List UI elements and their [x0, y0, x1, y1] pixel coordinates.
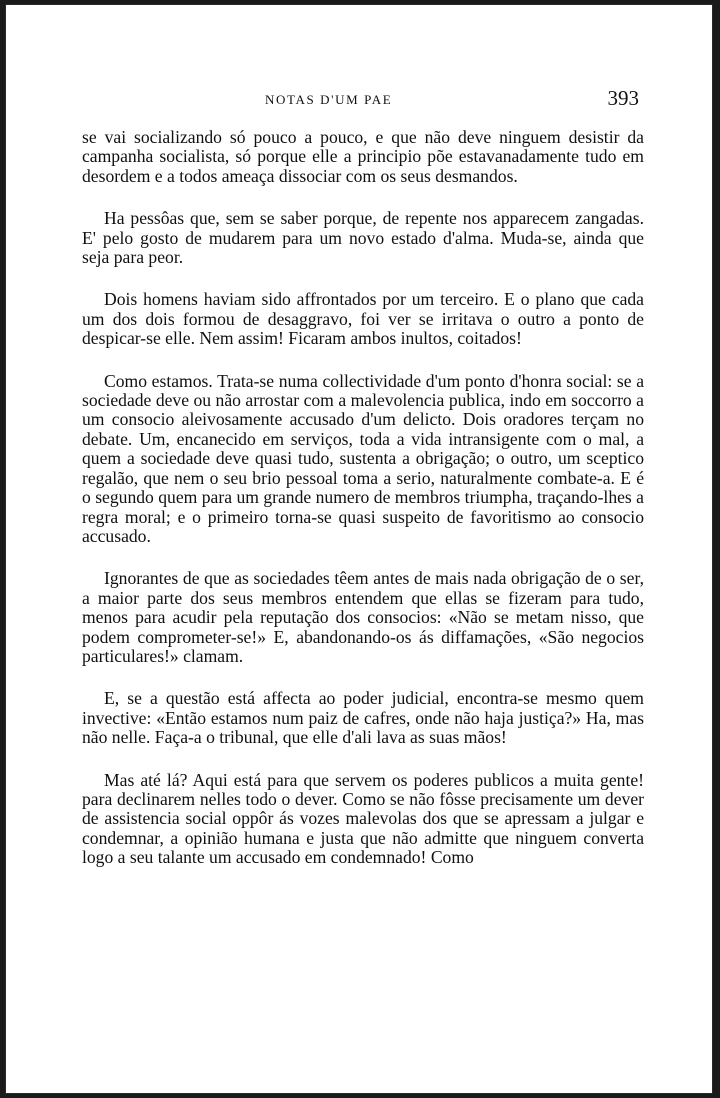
- paragraph-7: Mas até lá? Aqui está para que servem os poderes publicos a muita gente! para declinarem nelles todo o dever. Como se não fôsse precisamente um dever de assistencia social oppôr ás vozes malevolas dos que se apressam a julgar e condemnar, a opinião humana e justa que não admitte que ninguem converta logo a seu talante um accusado em condemnado! Como: [82, 769, 644, 868]
- page-number: 393: [607, 86, 639, 110]
- running-title: NOTAS D'UM PAE: [265, 92, 393, 107]
- book-page: [5, 4, 713, 1094]
- page-body: [82, 128, 644, 868]
- paragraph-5: Ignorantes de que as sociedades têem antes de mais nada obrigação de o ser, a maior parte dos seus membros entendem que ellas se fizeram para tudo, menos para acudir pela reputação dos consocios: «Não se metam nisso, que podem comprometer-se!» E, abandonando-os ás diffamações, «São negocios particulares!» clamam.: [82, 568, 644, 666]
- paragraph-6: E, se a questão está affecta ao poder judicial, encontra-se mesmo quem invective: «Então estamos num paiz de cafres, onde não haja justiça?» Ha, mas não nelle. Faça-a o tribunal, que elle d'ali lava as suas mãos!: [82, 688, 644, 748]
- paragraph-1: se vai socializando só pouco a pouco, e que não deve ninguem desistir da campanha socialista, só porque elle a principio põe estavanadamente tudo em desordem e a todos ameaça dissociar com os seus desmandos.: [82, 127, 644, 186]
- page-header: [85, 88, 641, 118]
- paragraph-4: Como estamos. Trata-se numa collectividade d'um ponto d'honra social: se a sociedade deve ou não arrostar com a malevolencia publica, indo em soccorro a um consocio aleivosamente accusado d'um delicto. Dois oradores terçam no debate. Um, encanecido em serviços, toda a vida intransigente com o mal, a quem a sociedade deve quasi tudo, sustenta a obrigação; o outro, um sceptico regalão, que nem o seu brio pessoal toma a serio, naturalmente combate-a. E é o segundo quem para um grande numero de membros triumpha, traçando-lhes a regra moral; e o primeiro torna-se quasi suspeito de favoritismo ao consocio accusado.: [82, 370, 644, 546]
- paragraph-2: Ha pessôas que, sem se saber porque, de repente nos apparecem zangadas. E' pelo gosto de mudarem para um novo estado d'alma. Muda-se, ainda que seja para peor.: [82, 208, 644, 268]
- paragraph-3: Dois homens haviam sido affrontados por um terceiro. E o plano que cada um dos dois formou de desaggravo, foi ver se irritava o outro a ponto de despicar-se elle. Nem assim! Ficaram ambos inultos, coitados!: [82, 289, 644, 349]
